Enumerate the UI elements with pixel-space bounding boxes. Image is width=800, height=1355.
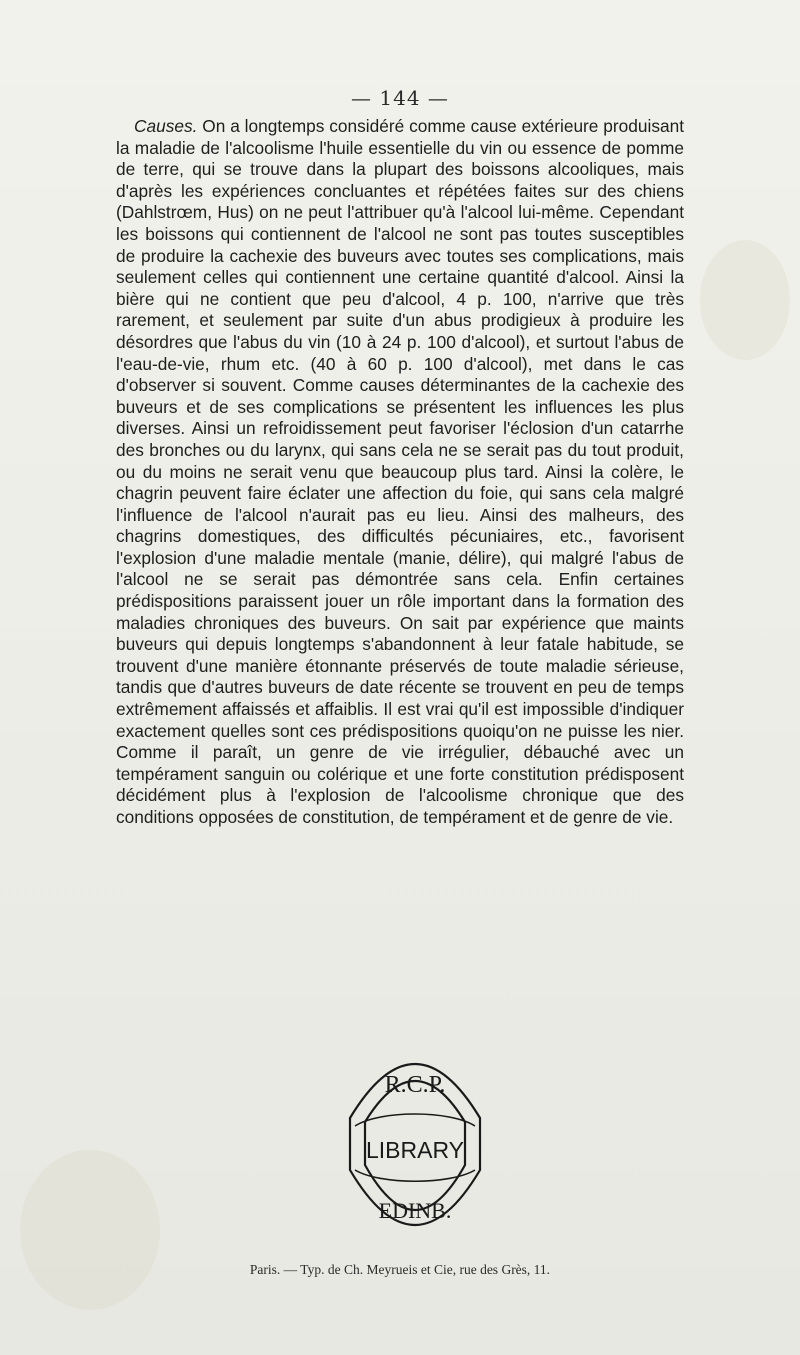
- printer-imprint: Paris. — Typ. de Ch. Meyrueis et Cie, rue des Grès, 11.: [249, 1262, 551, 1277]
- library-stamp-icon: [310, 1030, 520, 1255]
- paragraph: [116, 116, 684, 829]
- stamp-bottom-text: EDINB.: [378, 1198, 452, 1223]
- paper-stain: [20, 1150, 160, 1310]
- body-text: [116, 116, 684, 829]
- section-lead: Causes.: [134, 116, 198, 136]
- paper-stain: [700, 240, 790, 360]
- page-number: — 144 —: [351, 86, 449, 110]
- stamp-top-text: R.C.P.: [384, 1072, 446, 1098]
- paragraph-text: On a longtemps considéré comme cause extérieure produisant la maladie de l'alcoolisme l'huile essentielle du vin ou essence de pomme de terre, qui se trouve dans la plupart des boissons alcooliques, mais d'après les expériences concluantes et répétées faites sur des chiens (Dahlstrœm, Hus) on ne peut l'attribuer qu'à l'alcool lui-même. Cependant les boissons qui contiennent de l'alcool ne sont pas toutes susceptibles de produire la cachexie des buveurs avec toutes ses complications, mais seulement celles qui contiennent une certaine quantité d'alcool. Ainsi la bière qui ne contient que peu d'alcool, 4 p. 100, n'arrive que très rarement, et seulement par suite d'un abus prodigieux à produire les désordres que l'abus du vin (10 à 24 p. 100 d'alcool), et surtout l'abus de l'eau-de-vie, rhum etc. (40 à 60 p. 100 d'alcool), met dans le cas d'observer si souvent. Comme causes déterminantes de la cachexie des buveurs et de ses complications se présentent les influences les plus diverses. Ainsi un refroidissement peut favoriser l'éclosion d'un catarrhe des bronches ou du larynx, qui sans cela ne se serait pas du tout produit, ou du moins ne serait venu que beaucoup plus tard. Ainsi la colère, le chagrin peuvent faire éclater une affection du foie, qui sans cela malgré l'influence de l'alcool n'aurait pas eu lieu. Ainsi des malheurs, des chagrins domestiques, des difficultés pécuniaires, etc., favorisent l'explosion d'une maladie mentale (manie, délire), qui malgré l'abus de l'alcool ne se serait pas démontrée sans cela. Enfin certaines prédispositions paraissent jouer un rôle important dans la formation des maladies chroniques des buveurs. On sait par expérience que maints buveurs qui depuis longtemps s'abandonnent à leur fatale habitude, se trouvent d'une manière étonnante préservés de toute maladie sérieuse, tandis que d'autres buveurs de date récente se trouvent en peu de temps extrêmement affaissés et affaiblis. Il est vrai qu'il est impossible d'indiquer exactement quelles sont ces prédispositions quoiqu'on ne puisse les nier. Comme il paraît, un genre de vie irrégulier, débauché avec un tempérament sanguin ou colérique et une forte constitution prédisposent décidément plus à l'explosion de l'alcoolisme chronique que des conditions opposées de constitution, de tempérament et de genre de vie.: [116, 116, 684, 827]
- stamp-center-text: LIBRARY: [365, 1137, 465, 1163]
